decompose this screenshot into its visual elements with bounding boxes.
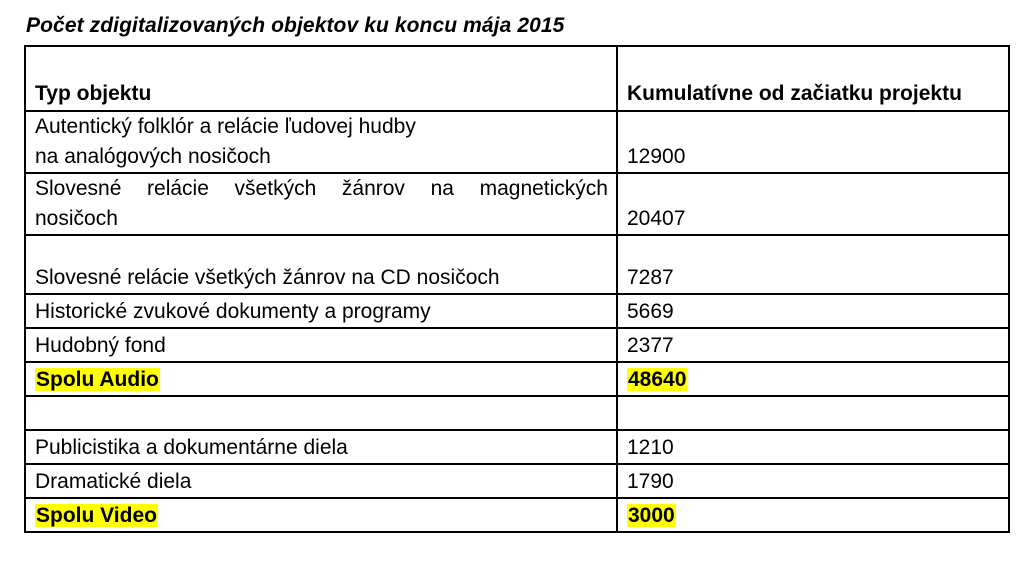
table-row: [25, 173, 1009, 235]
table-row: [25, 430, 1009, 464]
total-value: [617, 362, 1009, 396]
row-value: 1210: [617, 430, 1009, 464]
table-row: [25, 328, 1009, 362]
table-row: [25, 111, 1009, 173]
row-label: [25, 173, 617, 235]
total-label-text: Spolu Audio: [36, 368, 159, 391]
row-value: 5669: [617, 294, 1009, 328]
data-table: [24, 45, 1010, 533]
total-label: [25, 498, 617, 532]
spacer-row: [25, 396, 1009, 430]
row-value: 12900: [617, 111, 1009, 173]
total-value: [617, 498, 1009, 532]
row-label-line: nosičoch: [35, 207, 118, 230]
table-row: [25, 294, 1009, 328]
row-value: 20407: [617, 173, 1009, 235]
row-label: Slovesné relácie všetkých žánrov na CD nosičoch: [25, 235, 617, 294]
column-header-cumulative: Kumulatívne od začiatku projektu: [617, 46, 1009, 111]
row-label-line: na analógových nosičoch: [35, 145, 271, 168]
row-value: 1790: [617, 464, 1009, 498]
total-row-audio: [25, 362, 1009, 396]
row-value: 7287: [617, 235, 1009, 294]
column-header-type: Typ objektu: [25, 46, 617, 111]
total-row-video: [25, 498, 1009, 532]
total-label-text: Spolu Video: [36, 504, 157, 527]
empty-cell: [617, 396, 1009, 430]
empty-cell: [25, 396, 617, 430]
total-value-text: 48640: [628, 368, 687, 391]
table-title: Počet zdigitalizovaných objektov ku koncu mája 2015: [26, 14, 565, 37]
row-label: Publicistika a dokumentárne diela: [25, 430, 617, 464]
total-label: [25, 362, 617, 396]
row-label: Hudobný fond: [25, 328, 617, 362]
row-label: [25, 111, 617, 173]
row-label-line: Slovesné relácie všetkých žánrov na magnetických: [35, 177, 608, 200]
row-label-line: Autentický folklór a relácie ľudovej hudby: [35, 115, 416, 138]
row-label: Dramatické diela: [25, 464, 617, 498]
table-row: [25, 235, 1009, 294]
row-label: Historické zvukové dokumenty a programy: [25, 294, 617, 328]
total-value-text: 3000: [628, 504, 675, 527]
table-header-row: [25, 46, 1009, 111]
row-value: 2377: [617, 328, 1009, 362]
table-row: [25, 464, 1009, 498]
